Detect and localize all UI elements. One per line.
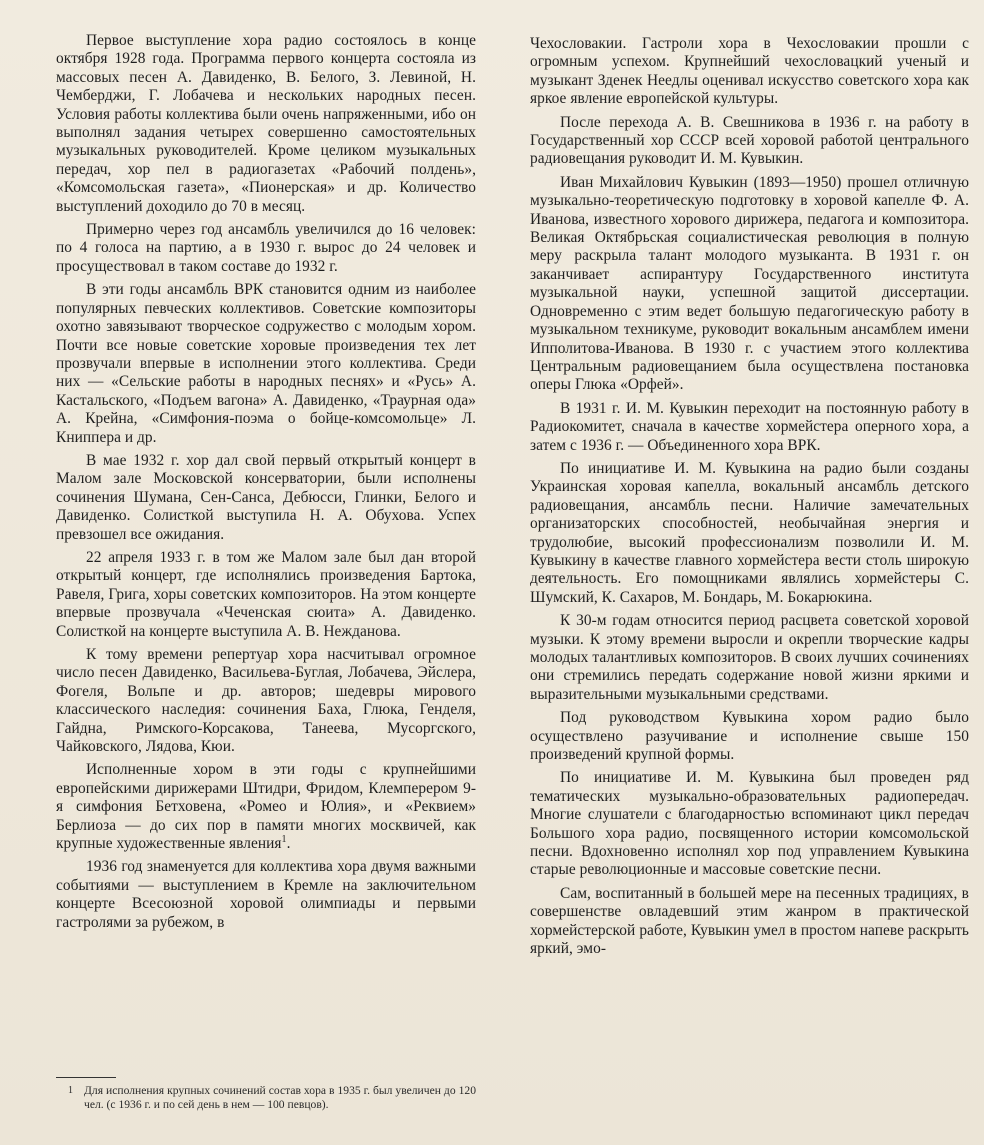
paragraph: По инициативе И. М. Кувыкина был проведен ряд тематических музыкально-образовательных радиопередач. Многие слушатели с благодарностью вспоминают цикл передач Большого хора радио, посвященного истории комсомольской песни. Вдохновенно исполнял хор под управлением Кувыкина старые революционные и массовые советские песни. <box>530 769 969 879</box>
right-column <box>530 35 969 964</box>
paragraph: Иван Михайлович Кувыкин (1893—1950) прошел отличную музыкально-теоретическую подготовку в хоровой капелле Ф. А. Иванова, известного хорового дирижера, педагога и композитора. Великая Октябрьская социалистическая революция в полную меру раскрыла талант молодого музыканта. В 1931 г. он заканчивает аспирантуру Государственного института музыкальной науки, успешной защитой диссертации. Одновременно с этим ведет большую педагогическую работу в музыкальном техникуме, руководит вокальным ансамблем имени Ипполитова-Иванова. В 1930 г. с участием этого коллектива Центральным радиовещанием была осуществлена постановка оперы Глюка «Орфей». <box>530 173 969 394</box>
paragraph-continuation: Чехословакии. Гастроли хора в Чехословакии прошли с огромным успехом. Крупнейший чехословацкий ученый и музыкант Зденек Неедлы оценивал искусство советского хора как яркое явление европейской культуры. <box>530 35 969 108</box>
paragraph: 1936 год знаменуется для коллектива хора двумя важными событиями — выступлением в Кремле на заключительном концерте Всесоюзной хоровой олимпиады и первыми гастролями за рубежом, в <box>56 858 476 931</box>
paragraph: Сам, воспитанный в большей мере на песенных традициях, в совершенстве овладевший этим жанром в практической хормейстерской работе, Кувыкин умел в простом напеве раскрыть яркий, эмо- <box>530 884 969 958</box>
footnote-mark: 1 <box>68 1085 73 1096</box>
paragraph: В эти годы ансамбль ВРК становится одним из наиболее популярных певческих коллективов. Советские композиторы охотно завязывают творческое содружество с молодым хором. Почти все новые советские хоровые произведения тех лет прозвучали впервые в исполнении этого коллектива. Среди них — «Сельские работы в народных песнях» и «Русь» А. Кастальского, «Подъем вагона» А. Давиденко, «Траурная ода» А. Крейна, «Симфония-поэма о бойце-комсомольце» Л. Книппера и др. <box>56 281 476 446</box>
paragraph: Под руководством Кувыкина хором радио было осуществлено разучивание и исполнение свыше 150 произведений крупной формы. <box>530 709 969 764</box>
paragraph: После перехода А. В. Свешникова в 1936 г. на работу в Государственный хор СССР всей хоровой работой центрального радиовещания руководит И. М. Кувыкин. <box>530 113 969 168</box>
footnote-divider <box>56 1077 116 1078</box>
paragraph: По инициативе И. М. Кувыкина на радио были созданы Украинская хоровая капелла, вокальный ансамбль детского радиовещания, ансамбль песни. Наличие замечательных организаторских способностей, необычайная энергия и трудолюбие, высокий профессионализм позволили И. М. Кувыкину в качестве главного хормейстера вести столь широкую деятельность. Его помощниками являлись хормейстеры С. Шумский, К. Сахаров, М. Бондарь, М. Бокарюкина. <box>530 459 969 606</box>
footnote-reference: 1 <box>281 833 287 845</box>
paragraph: К тому времени репертуар хора насчитывал огромное число песен Давиденко, Васильева-Буглая, Лобачева, Эйслера, Фогеля, Вольпе и др. авторов; шедевры мирового классического наследия: сочинения Баха, Глюка, Генделя, Гайдна, Римского-Корсакова, Танеева, Мусоргского, Чайковского, Лядова, Кюи. <box>56 646 476 756</box>
footnote-text: Для исполнения крупных сочинений состав хора в 1935 г. был увеличен до 120 чел. (с 1936 г. и по сей день в нем — 100 певцов). <box>84 1084 476 1112</box>
paragraph: В 1931 г. И. М. Кувыкин переходит на постоянную работу в Радиокомитет, сначала в качестве хормейстера оперного хора, а затем с 1936 г. — Объединенного хора ВРК. <box>530 399 969 454</box>
left-column <box>56 32 476 937</box>
paragraph-with-footnote: Исполненные хором в эти годы с крупнейшими европейскими дирижерами Штидри, Фридом, Клемперером 9-я симфония Бетховена, «Ромео и Юлия», и «Реквием» Берлиоза — до сих пор в памяти многих москвичей, как крупные художественные явления$^1$. <box>56 761 476 853</box>
paragraph: Первое выступление хора радио состоялось в конце октября 1928 года. Программа первого концерта состояла из массовых песен А. Давиденко, В. Белого, З. Левиной, Н. Чемберджи, Г. Лобачева и нескольких народных песен. Условия работы коллектива были очень напряженными, ибо он выполнял задания четырех совершенно самостоятельных музыкальных руководителей. Кроме целиком музыкальных передач, хор пел в радиогазетах «Рабочий полдень», «Комсомольская газета», «Пионерская» и др. Количество выступлений доходило до 70 в месяц. <box>56 32 476 215</box>
paragraph-text: Исполненные хором в эти годы с крупнейшими европейскими дирижерами Штидри, Фридом, Клемперером 9-я симфония Бетховена, «Ромео и Юлия», и «Реквием» Берлиоза — до сих пор в памяти многих москвичей, как крупные художественные явления <box>56 761 476 853</box>
footnote <box>68 1084 476 1112</box>
paragraph: 22 апреля 1933 г. в том же Малом зале был дан второй открытый концерт, где исполнялись произведения Бартока, Равеля, Грига, хоры советских композиторов. На этом концерте впервые прозвучала «Чеченская сюита» А. Давиденко. Солисткой на концерте выступила А. В. Нежданова. <box>56 548 476 640</box>
paragraph: Примерно через год ансамбль увеличился до 16 человек: по 4 голоса на партию, а в 1930 г. вырос до 24 человек и просуществовал в таком составе до 1932 г. <box>56 221 476 275</box>
paragraph: В мае 1932 г. хор дал свой первый открытый концерт в Малом зале Московской консерватории, были исполнены сочинения Шумана, Сен-Санса, Дебюсси, Глинки, Белого и Давиденко. Солисткой выступила Н. А. Обухова. Успех превзошел все ожидания. <box>56 451 476 543</box>
paragraph: К 30-м годам относится период расцвета советской хоровой музыки. К этому времени выросли и окрепли творческие кадры молодых талантливых композиторов. В своих лучших сочинениях они стремились передать содержание новой жизни яркими и выразительными музыкальными средствами. <box>530 612 969 703</box>
